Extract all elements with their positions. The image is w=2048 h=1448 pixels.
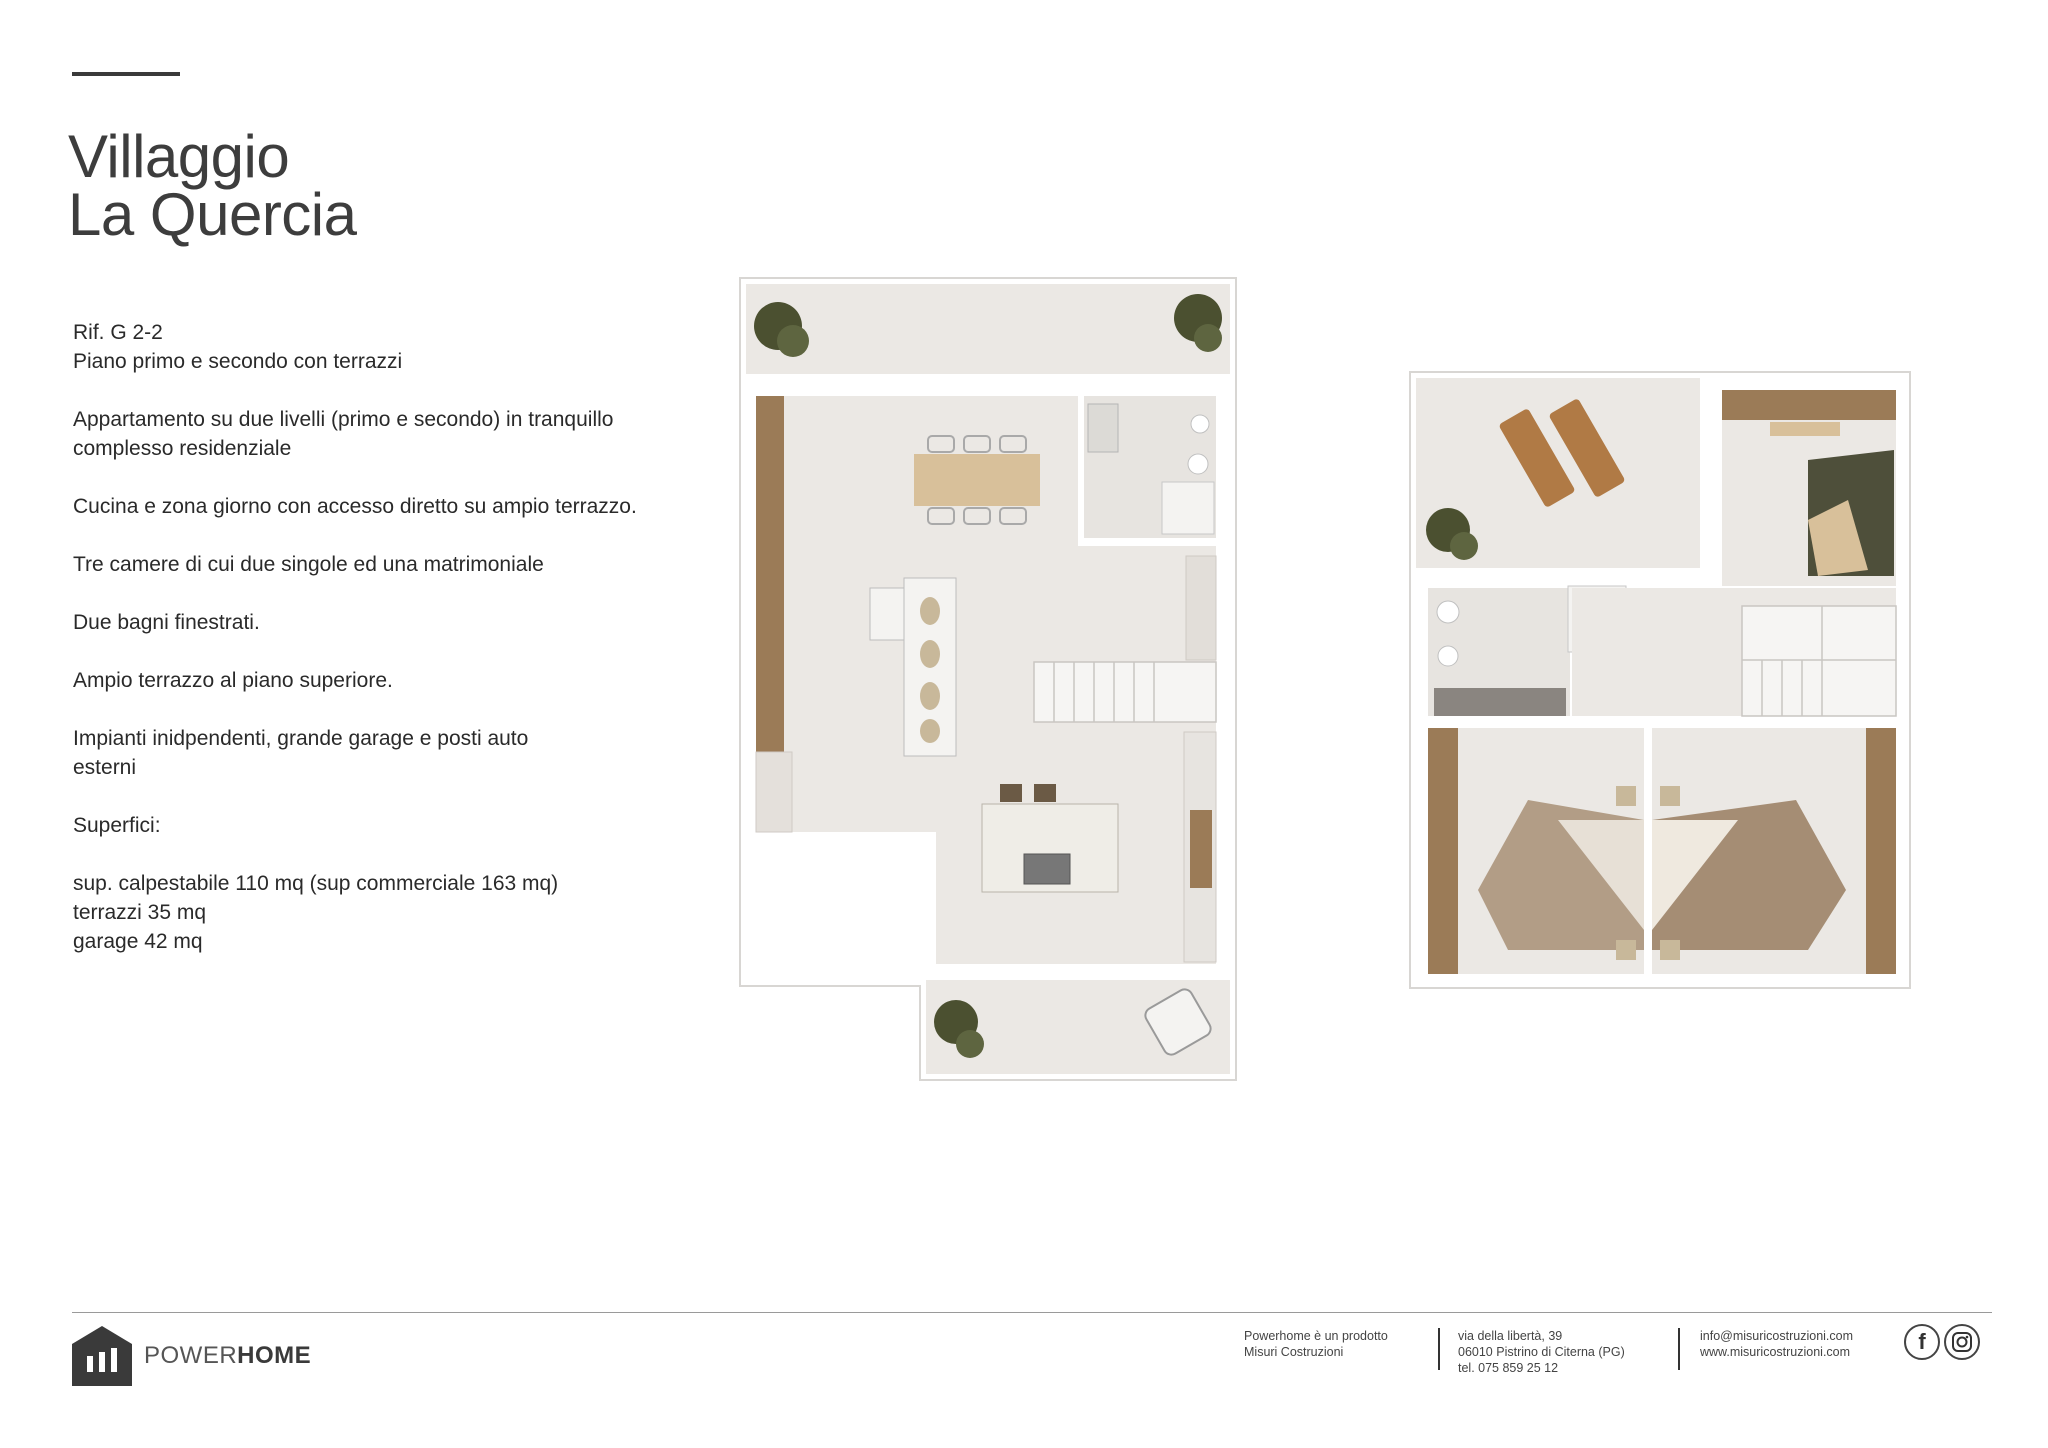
title-line-1: Villaggio: [68, 123, 290, 191]
footer-company-line1: Powerhome è un prodotto: [1244, 1329, 1388, 1343]
footer-email-link[interactable]: info@misuricostruzioni.com: [1700, 1329, 1854, 1343]
title-line-2: La Quercia: [68, 181, 357, 249]
para6-line2: esterni: [73, 756, 137, 779]
house-logo-icon: [72, 1326, 132, 1386]
subtitle: Piano primo e secondo con terrazzi: [73, 350, 403, 373]
footer-website-link[interactable]: www.misuricostruzioni.com: [1700, 1345, 1851, 1359]
para5: Ampio terrazzo al piano superiore.: [73, 669, 393, 692]
para3: Tre camere di cui due singole ed una matrimoniale: [73, 553, 544, 576]
instagram-glyph-icon: [1951, 1331, 1973, 1353]
para1-line2: complesso residenziale: [73, 437, 292, 460]
ref-code: Rif. G 2-2: [73, 321, 163, 344]
footer-address-city: 06010 Pistrino di Citerna (PG): [1458, 1345, 1625, 1359]
surfaces-label: Superfici:: [73, 814, 161, 837]
instagram-icon[interactable]: [1944, 1324, 1980, 1360]
facebook-icon[interactable]: f: [1904, 1324, 1940, 1360]
footer-col-company: [1244, 1328, 1388, 1360]
para2: Cucina e zona giorno con accesso diretto su ampio terrazzo.: [73, 495, 637, 518]
footer-company-line2: Misuri Costruzioni: [1244, 1345, 1344, 1359]
footer-separator: [1438, 1328, 1440, 1370]
surface-terraces: terrazzi 35 mq: [73, 901, 207, 924]
footer-address-street: via della libertà, 39: [1458, 1329, 1563, 1343]
brand-bold: HOME: [237, 1342, 312, 1369]
footer-col-address: [1458, 1328, 1625, 1376]
para1-line1: Appartamento su due livelli (primo e secondo) in tranquillo: [73, 408, 614, 431]
description: [73, 318, 693, 956]
footer-col-contact: [1700, 1328, 1853, 1360]
title-rule: [72, 72, 180, 76]
brand-name: [144, 1342, 311, 1370]
surface-walkable: sup. calpestabile 110 mq (sup commerciale 163 mq): [73, 872, 559, 895]
para4: Due bagni finestrati.: [73, 611, 260, 634]
bed-icon: [1808, 450, 1894, 576]
brand-logo: [72, 1326, 311, 1386]
floor-plan-first: [738, 276, 1238, 1082]
surface-garage: garage 42 mq: [73, 930, 203, 953]
page-title: [68, 123, 357, 249]
brand-light: POWER: [144, 1342, 238, 1369]
footer-phone: tel. 075 859 25 12: [1458, 1361, 1559, 1375]
footer-rule: [72, 1312, 1992, 1313]
para6-line1: Impianti inidpendenti, grande garage e posti auto: [73, 727, 529, 750]
footer-separator: [1678, 1328, 1680, 1370]
floor-plan-second: [1408, 370, 1912, 990]
